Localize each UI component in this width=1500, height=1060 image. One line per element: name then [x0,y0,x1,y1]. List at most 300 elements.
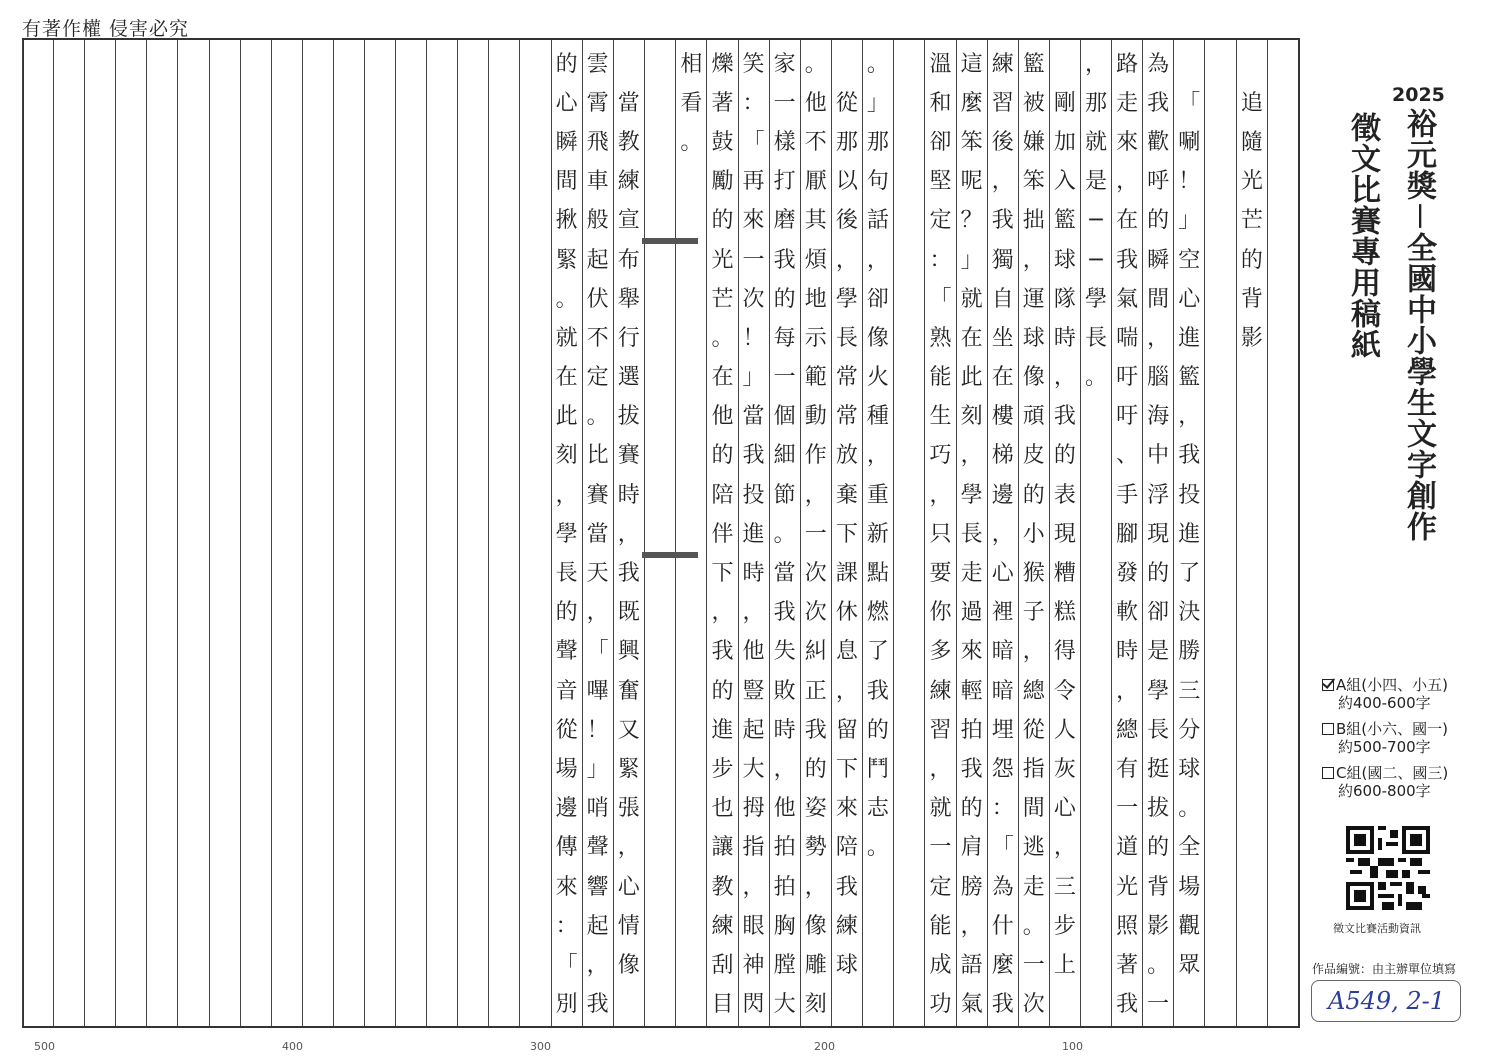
grid-cell [1237,790,1267,829]
grid-cell: 下 [835,521,858,547]
grid-cell [365,907,395,946]
grid-cell [520,907,550,946]
grid-cell [178,437,208,476]
group-a-checkbox[interactable] [1322,679,1334,691]
grid-cell [645,202,676,241]
grid-cell [676,907,706,946]
grid-cell [210,868,240,907]
grid-cell [894,398,925,437]
grid-cell: ： [555,913,578,939]
grid-cell [645,790,676,829]
grid-cell [241,398,271,437]
grid-cell [365,359,395,398]
grid-cell: 是 [1084,169,1107,195]
grid-cell [1205,280,1236,319]
grid-cell [272,986,302,1025]
grid-cell [334,672,364,711]
grid-cell [489,163,519,202]
grid-cell [272,45,302,84]
grid-cell [272,437,302,476]
grid-cell: 眾 [1178,952,1201,978]
grid-cell [520,437,550,476]
grid-cell [1205,437,1236,476]
grid-cell [1268,946,1298,985]
grid-cell [54,163,84,202]
grid-cell: 後 [991,129,1014,155]
grid-cell: 球 [1178,756,1201,782]
grid-cell [303,84,333,123]
grid-cell [458,123,488,162]
grid-cell: ， [617,521,640,547]
grid-cell: 刻 [960,404,983,430]
grid-cell: ， [773,756,796,782]
grid-cell: 我 [835,874,858,900]
grid-cell [85,907,115,946]
grid-cell [520,711,550,750]
grid-cell [645,633,676,672]
grid-cell [645,829,676,868]
grid-cell [147,829,177,868]
grid-cell [116,515,146,554]
grid-cell [23,437,53,476]
grid-cell: 讓 [711,835,734,861]
grid-cell [23,202,53,241]
grid-cell [334,359,364,398]
grid-cell [614,45,644,84]
grid-cell [489,986,519,1025]
grid-cell [365,672,395,711]
grid-cell [396,45,426,84]
grid-cell: 來 [835,796,858,822]
entry-number-field[interactable] [1311,980,1461,1022]
grid-cell: 為 [991,874,1014,900]
grid-cell [676,868,706,907]
grid-cell: 霄 [586,90,609,116]
grid-cell [272,202,302,241]
grid-column [177,40,208,1026]
grid-cell [241,123,271,162]
grid-cell: 坐 [991,325,1014,351]
grid-cell [1205,633,1236,672]
contest-title: 裕元獎－全國中小學生文字創作 [1401,108,1436,542]
grid-cell [303,868,333,907]
grid-cell [489,633,519,672]
grid-cell [520,476,550,515]
grid-cell: 在 [555,365,578,391]
grid-cell [272,946,302,985]
qr-caption: 徵文比賽活動資訊 [1333,922,1421,935]
grid-cell [458,868,488,907]
grid-cell: ， [991,521,1014,547]
grid-cell: 那 [835,129,858,155]
grid-cell [676,476,706,515]
grid-cell: 我 [1116,247,1139,273]
grid-cell: 當 [617,90,640,116]
grid-cell [116,84,146,123]
grid-cell [1081,986,1111,1025]
grid-cell [645,398,676,437]
grid-cell: 我 [960,756,983,782]
grid-column [987,40,1018,1026]
grid-cell [303,946,333,985]
group-c-option[interactable] [1322,764,1448,800]
grid-cell: 輕 [960,678,983,704]
grid-cell [54,241,84,280]
grid-cell [427,45,457,84]
grid-cell [1237,554,1267,593]
grid-cell: 道 [1116,835,1139,861]
grid-cell [894,163,925,202]
grid-cell: 揪 [555,208,578,234]
grid-cell [23,633,53,672]
grid-cell: 志 [866,796,889,822]
grid-cell [116,986,146,1025]
grid-cell: 行 [617,325,640,351]
grid-cell: 得 [1053,639,1076,665]
grid-cell: 球 [835,952,858,978]
grid-column [333,40,364,1026]
grid-cell [116,123,146,162]
grid-cell [85,163,115,202]
grid-cell [210,241,240,280]
grid-cell [894,907,925,946]
grid-cell: 車 [586,169,609,195]
grid-cell [427,711,457,750]
grid-cell [365,594,395,633]
grid-cell: 就 [555,325,578,351]
grid-cell [520,790,550,829]
grid-cell: 麼 [991,952,1014,978]
grid-cell: 動 [804,404,827,430]
grid-cell [427,163,457,202]
grid-cell: 決 [1178,600,1201,626]
grid-cell [396,476,426,515]
grid-cell [1081,907,1111,946]
grid-cell: 不 [586,325,609,351]
group-b-option[interactable] [1322,720,1448,756]
grid-cell [1205,672,1236,711]
grid-cell: 陪 [835,835,858,861]
grid-cell [1174,986,1204,1025]
grid-column [862,40,893,1026]
grid-cell [520,515,550,554]
grid-cell [241,986,271,1025]
grid-cell: 我 [991,992,1014,1018]
grid-cell: 腦 [1147,365,1170,391]
grid-cell [458,554,488,593]
grid-column [146,40,177,1026]
grid-cell [1081,946,1111,985]
grid-cell [1174,45,1204,84]
grid-cell: 後 [835,208,858,234]
grid-cell [334,163,364,202]
grid-cell [23,241,53,280]
grid-cell [520,868,550,907]
grid-cell [54,594,84,633]
grid-cell [85,868,115,907]
grid-cell: 情 [617,913,640,939]
grid-cell [241,633,271,672]
grid-cell: 一 [1022,952,1045,978]
grid-cell: 時 [1116,639,1139,665]
grid-cell [520,946,550,985]
grid-cell [520,280,550,319]
grid-cell [645,554,676,593]
grid-cell: 追 [1240,90,1263,116]
group-c-checkbox[interactable] [1322,767,1334,779]
grid-cell [241,829,271,868]
grid-cell [396,202,426,241]
grid-cell [894,711,925,750]
grid-cell [489,907,519,946]
grid-cell [1268,476,1298,515]
ruler-mark: 400 [282,1040,303,1053]
grid-cell [676,359,706,398]
grid-cell [241,790,271,829]
grid-cell: 自 [991,286,1014,312]
grid-cell: 一 [929,835,952,861]
grid-cell: 此 [555,404,578,430]
grid-cell [365,711,395,750]
grid-cell [241,907,271,946]
grid-cell: 我 [1178,443,1201,469]
grid-cell [178,711,208,750]
grid-cell [272,515,302,554]
grid-cell [427,280,457,319]
grid-cell: 的 [1147,835,1170,861]
grid-cell [210,672,240,711]
entry-number-value: A549, 2-1 [1328,987,1446,1015]
grid-cell [116,202,146,241]
grid-cell [489,45,519,84]
grid-cell [645,123,676,162]
grid-cell [1205,594,1236,633]
grid-cell [272,633,302,672]
grid-cell [23,554,53,593]
grid-cell: 總 [1116,717,1139,743]
grid-cell: 嗶 [586,678,609,704]
grid-cell [147,907,177,946]
grid-cell [241,711,271,750]
grid-cell [241,750,271,789]
grid-cell [458,633,488,672]
grid-cell: 的 [960,796,983,822]
grid-cell: 「 [1178,90,1201,116]
grid-cell [1081,515,1111,554]
grid-cell [210,398,240,437]
grid-cell: 聲 [586,835,609,861]
grid-cell: 我 [991,208,1014,234]
grid-cell [1237,672,1267,711]
grid-cell: 球 [1053,247,1076,273]
grid-cell: 在 [1116,208,1139,234]
grid-cell [85,672,115,711]
grid-cell [210,750,240,789]
grid-cell [334,907,364,946]
grid-cell [303,986,333,1025]
grid-cell: 打 [773,169,796,195]
grid-column [115,40,146,1026]
grid-cell [334,515,364,554]
grid-cell [178,123,208,162]
grid-cell [23,672,53,711]
grid-cell: 次 [742,286,765,312]
grid-cell [334,868,364,907]
grid-cell: 的 [555,600,578,626]
grid-cell [1081,790,1111,829]
grid-cell: 來 [960,639,983,665]
grid-cell [1081,437,1111,476]
grid-cell: 怨 [991,756,1014,782]
grid-cell: 籃 [1178,365,1201,391]
grid-cell [489,946,519,985]
grid-cell [272,398,302,437]
grid-cell: 吁 [1116,365,1139,391]
grid-cell: 既 [617,600,640,626]
grid-cell: 勵 [711,169,734,195]
grid-cell [1081,398,1111,437]
grid-cell: 手 [1116,482,1139,508]
grid-cell: 在 [960,325,983,351]
grid-cell: 休 [835,600,858,626]
grid-cell: 和 [929,90,952,116]
grid-cell: 走 [1116,90,1139,116]
grid-cell: 樣 [773,129,796,155]
grid-cell [365,790,395,829]
grid-cell [489,711,519,750]
grid-cell [23,280,53,319]
grid-cell [1268,241,1298,280]
grid-cell: 「 [742,129,765,155]
grid-cell: 逃 [1022,835,1045,861]
grid-cell [458,594,488,633]
grid-column [1018,40,1049,1026]
grid-cell [1237,437,1267,476]
grid-cell [1268,84,1298,123]
group-b-checkbox[interactable] [1322,723,1334,735]
grid-cell [85,986,115,1025]
grid-cell [116,241,146,280]
grid-cell [85,319,115,358]
grid-cell [85,359,115,398]
grid-cell [303,163,333,202]
grid-cell [676,163,706,202]
grid-cell: 的 [711,678,734,704]
grid-cell: 大 [773,992,796,1018]
grid-cell [894,633,925,672]
grid-cell [863,946,893,985]
grid-column [1142,40,1173,1026]
grid-cell [116,868,146,907]
grid-cell: 剛 [1053,90,1076,116]
grid-cell: 卻 [1147,600,1170,626]
grid-cell [894,515,925,554]
grid-cell: 皮 [1022,443,1045,469]
grid-cell: 定 [929,874,952,900]
grid-cell: 是 [1147,639,1170,665]
grid-cell [178,829,208,868]
grid-cell [54,907,84,946]
entry-number-label: 作品編號：由主辦單位填寫 [1312,962,1457,976]
grid-cell [1081,594,1111,633]
grid-cell: 敗 [773,678,796,704]
grid-cell: 雕 [804,952,827,978]
grid-cell: 邊 [991,482,1014,508]
grid-cell: 一 [773,90,796,116]
grid-cell: 。 [866,835,889,861]
grid-cell [241,868,271,907]
grid-cell [365,476,395,515]
grid-cell [832,986,862,1025]
grid-cell [241,437,271,476]
grid-cell: 埋 [991,717,1014,743]
grid-column [1267,40,1298,1026]
grid-cell [645,163,676,202]
grid-cell [23,750,53,789]
grid-cell: ？ [960,208,983,234]
grid-cell [1268,672,1298,711]
grid-cell: 學 [835,286,858,312]
grid-cell [54,868,84,907]
grid-cell: 示 [804,325,827,351]
grid-cell [676,672,706,711]
grid-cell: 「 [555,952,578,978]
grid-cell [427,437,457,476]
grid-cell [241,241,271,280]
grid-cell: 伴 [711,521,734,547]
grid-cell [272,790,302,829]
grid-cell [458,515,488,554]
grid-cell: 別 [555,992,578,1018]
group-a-option[interactable] [1322,676,1448,712]
grid-cell: 步 [711,756,734,782]
grid-cell: 」 [866,90,889,116]
grid-cell: 舉 [617,286,640,312]
grid-cell [396,359,426,398]
grid-cell [303,711,333,750]
grid-cell [303,515,333,554]
grid-cell [1205,202,1236,241]
grid-cell: 範 [804,365,827,391]
grid-cell: 再 [742,169,765,195]
grid-cell [85,946,115,985]
grid-cell [645,359,676,398]
grid-cell [85,241,115,280]
grid-cell [210,437,240,476]
grid-cell [1237,633,1267,672]
grid-cell: 拍 [960,717,983,743]
grid-cell [520,750,550,789]
grid-cell: 點 [866,561,889,587]
grid-cell [54,633,84,672]
grid-cell [863,907,893,946]
grid-cell [303,790,333,829]
grid-cell: 我 [711,639,734,665]
grid-cell [894,672,925,711]
grid-cell [178,633,208,672]
grid-column [1111,40,1142,1026]
grid-cell: 長 [1147,717,1170,743]
grid-cell [427,868,457,907]
grid-cell: 宣 [617,208,640,234]
grid-cell [489,398,519,437]
grid-cell: 練 [991,51,1014,77]
grid-cell [894,594,925,633]
grid-cell: 當 [742,404,765,430]
grid-cell: 以 [835,169,858,195]
grid-cell: 賽 [586,482,609,508]
grid-cell: 棄 [835,482,858,508]
